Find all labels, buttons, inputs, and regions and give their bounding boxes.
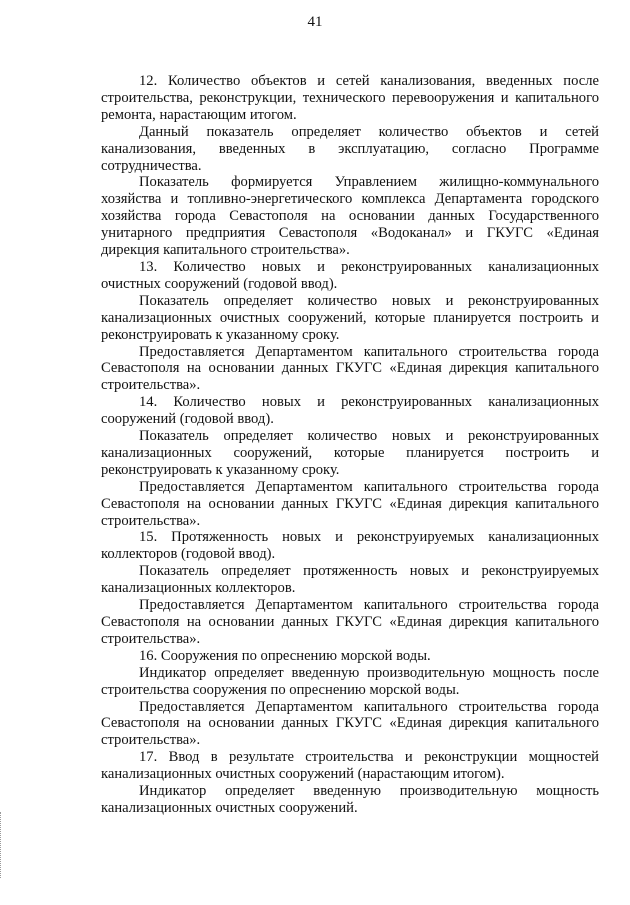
paragraph-15-title: 15. Протяженность новых и реконструируемых канализационных коллекторов (годовой ввод). — [101, 529, 599, 563]
paragraph-13-description: Показатель определяет количество новых и реконструированных канализационных очистных сооружений, которые планируется построить и реконструировать к указанному сроку. — [101, 292, 599, 343]
paragraph-13-source: Предоставляется Департаментом капитального строительства города Севастополя на основании данных ГКУГС «Единая дирекция капитального строительства». — [101, 343, 599, 394]
paragraph-14-description: Показатель определяет количество новых и реконструированных канализационных сооружений, которые планируется построить и реконструировать к указанному сроку. — [101, 428, 599, 478]
paragraph-14-source: Предоставляется Департаментом капитального строительства города Севастополя на основании данных ГКУГС «Единая дирекция капитального строительства». — [101, 478, 599, 529]
paragraph-15-description: Показатель определяет протяженность новых и реконструируемых канализационных коллекторов. — [101, 563, 599, 597]
paragraph-16-source: Предоставляется Департаментом капитального строительства города Севастополя на основании данных ГКУГС «Единая дирекция капитального строительства». — [101, 698, 599, 749]
paragraph-17-description: Индикатор определяет введенную производительную мощность канализационных очистных сооружений. — [101, 783, 599, 816]
paragraph-12-description: Данный показатель определяет количество объектов и сетей канализования, введенных в эксплуатацию, согласно Программе сотрудничества. — [101, 123, 599, 174]
paragraph-16-description: Индикатор определяет введенную производительную мощность после строительства сооружения по опреснению морской воды. — [101, 664, 599, 698]
document-body — [101, 73, 599, 817]
paragraph-16-title: 16. Сооружения по опреснению морской воды. — [139, 647, 431, 664]
paragraph-13-title: 13. Количество новых и реконструированных канализационных очистных сооружений (годовой ввод). — [101, 258, 599, 292]
page-number: 41 — [307, 14, 323, 30]
scan-edge-mark — [0, 812, 3, 878]
paragraph-14-title: 14. Количество новых и реконструированных канализационных сооружений (годовой ввод). — [101, 394, 599, 428]
paragraph-12-title: 12. Количество объектов и сетей канализования, введенных после строительства, реконструкции, технического перевооружения и капитального ремонта, нарастающим итогом. — [101, 73, 599, 123]
paragraph-15-source: Предоставляется Департаментом капитального строительства города Севастополя на основании данных ГКУГС «Единая дирекция капитального строительства». — [101, 597, 599, 647]
paragraph-17-title: 17. Ввод в результате строительства и реконструкции мощностей канализационных очистных сооружений (нарастающим итогом). — [101, 749, 599, 783]
paragraph-12-source: Показатель формируется Управлением жилищно-коммунального хозяйства и топливно-энергетического комплекса Департамента городского хозяйства города Севастополя на основании данных Государственного унитарного предприятия Севастополя «Водоканал» и ГКУГС «Единая дирекция капитального строительства». — [101, 174, 599, 259]
